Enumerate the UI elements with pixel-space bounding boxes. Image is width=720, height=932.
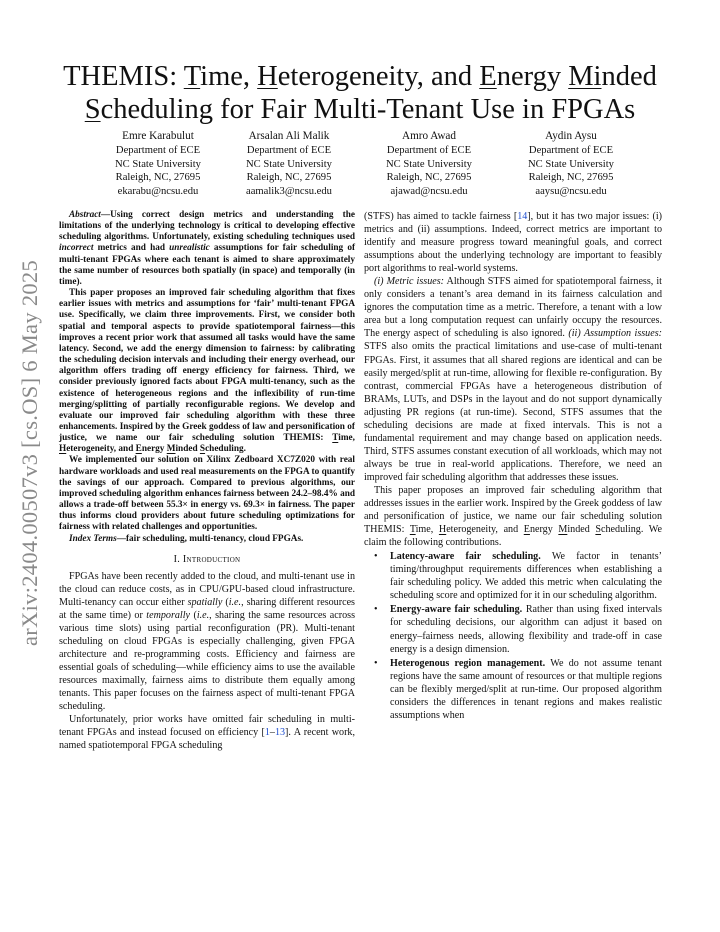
bullet-icon: • [374,604,378,616]
list-item: • Heterogenous region management. We do not assume tenant regions have the same amount of resources or that multiple regions can be flexibly merged/split at run-time. Our proposed algorithm considers the differences in tenant regions and makes realistic assumptions when [374,657,662,721]
author-2 [219,130,359,199]
abstract-paragraph-2: This paper proposes an improved fair scheduling algorithm that fixes earlier issues with metrics and assumptions for ‘fair’ multi-tenant FPGA use. Specifically, we claim three improvements. First, we consider both spatial and temporal aspects to provide spatiotemporal fairness—this improves a recent prior work that assumed all tasks would have the same latency. Second, we add the energy dimension to fairness: by calibrating the scheduling decision intervals and including their energy overhead, our algorithm offers trading off energy efficiency for fairness. Third, we consider previously ignored facts about FPGA multi-tenancy, such as the existence of heterogeneous regions and the inflexibility of run-time merging/splitting of partially reconfigurable regions. We develop and evaluate our improved fair scheduling algorithm with these three enhancements. Inspired by the Greek goddess of law and personification of justice, we name our fair scheduling solution THEMIS: Time, Heterogeneity, and Energy Minded Scheduling. [59,288,355,455]
right-paragraph-3: This paper proposes an improved fair scheduling algorithm that addresses issues in the earlier work. Inspired by the Greek goddess of law and personification of justice, we name our fair scheduling solution THEMIS: Time, Heterogeneity, and Energy Minded Scheduling. We claim the following contributions. [364,484,662,549]
right-paragraph-1: (STFS) has aimed to tackle fairness [14], but it has two major issues: (i) metrics and (ii) assumptions. Indeed, correct metrics are important to identify and measure progress toward meaningful goals, and correct assumptions about the underlying technology are important to feasibly port algorithms to real-world systems. [364,211,662,275]
author-univ: NC State University [386,158,472,170]
author-dept: Department of ECE [386,144,472,156]
author-univ: NC State University [246,158,332,170]
author-addr: Raleigh, NC, 27695 [246,172,332,184]
author-1 [88,130,228,199]
author-dept: Department of ECE [246,144,332,156]
section-heading-introduction: I. Introduction [173,553,241,565]
author-email[interactable]: aaysu@ncsu.edu [535,186,607,198]
author-univ: NC State University [115,158,201,170]
author-block [0,130,720,200]
author-name: Arsalan Ali Malik [248,130,330,142]
author-addr: Raleigh, NC, 27695 [386,172,472,184]
author-name: Emre Karabulut [122,130,194,142]
left-column [59,210,355,752]
arxiv-watermark [10,248,50,658]
author-email[interactable]: ekarabu@ncsu.edu [117,186,199,198]
bullet-icon: • [374,551,378,563]
citation-link[interactable]: 14 [517,211,528,222]
list-item: • Latency-aware fair scheduling. We factor in tenants’ timing/throughput requirements differences when establishing a fair scheduling policy. We added this metric when calculating the scheduling score and optimized for it in our scheduling algorithm. [374,551,663,602]
citation-link[interactable]: 13 [274,727,286,739]
abstract [59,210,355,545]
abstract-paragraph-1: Abstract—Using correct design metrics and understanding the limitations of the underlying technology is critical to developing effective scheduling algorithms. Unfortunately, existing scheduling techniques used incorrect metrics and had unrealistic assumptions for fair scheduling of multi-tenant FPGAs where each tenant is aimed to share approximately the same number of resources both spatially (in space) and temporally (in time). [59,210,356,287]
author-email[interactable]: ajawad@ncsu.edu [390,186,468,198]
title-line-2: Scheduling for Fair Multi-Tenant Use in FPGAs [84,94,636,125]
citation-link[interactable]: 1 [264,727,270,739]
arxiv-watermark-text: arXiv:2404.00507v3 [cs.OS] 6 May 2025 [17,259,43,647]
intro-paragraph-1: FPGAs have been recently added to the cloud, and multi-tenant use in the cloud can reduce costs, as in CPU/GPU-based cloud infrastructure. Multi-tenancy can occur either spatially (i.e., sharing different resources at the same time) or temporally (i.e., sharing the same resources across various time slots) using partial reconfiguration (PR). Multi-tenant scheduling on cloud FPGAs is especially challenging, given FPGA architecture and re-programming costs. Efficiency and fairness are essential goals of scheduling—while efficiency aims to use the available resources maximally, fairness aims to distribute them equally among tenants. This paper focuses on the fairness aspect of multi-tenant FPGA scheduling. [59,570,356,713]
author-dept: Department of ECE [528,144,614,156]
author-4 [501,130,641,199]
right-column [364,210,662,722]
author-name: Amro Awad [402,130,456,142]
author-dept: Department of ECE [115,144,201,156]
author-3 [359,130,499,199]
list-item: • Energy-aware fair scheduling. Rather than using fixed intervals for scheduling decisions, our algorithm can adjust it based on energy–fairness needs, allowing flexibility and trade-off in case energy is a design dimension. [374,604,662,655]
right-paragraph-2: (i) Metric issues: Although STFS aimed for spatiotemporal fairness, it only considers a tenant’s area demand in its fairness calculation and ignores the computation time as a metric. Therefore, a tenant with a low area but a long computation request can unfairly occupy the resources. The energy aspect of scheduling is also ignored. (ii) Assumption issues: STFS also omits the practical limitations and use-case of multi-tenant FPGAs. First, it assumes that all shared regions are identical and can be easily merged/split at run-time, allowing for flexible re-configuration. By contrast, commercial FPGAs have a heterogeneous distribution of BRAMs, LUTs, and DSPs in the layout and do not support dynamically adjusting PR regions (at run-time). Second, STFS assumes that the scheduling decisions are made at fixed intervals. This is not a fundamental requirement and may change based on application needs. Third, STFS assumes constant execution of all workloads, which may not always be true in real-world applications. Therefore, we need an improved fair scheduling algorithm that addresses these issues. [364,276,662,483]
author-name: Aydin Aysu [545,130,597,142]
index-terms: Index Terms—fair scheduling, multi-tenancy, cloud FPGAs. [69,533,304,544]
index-terms-label: Index Terms [69,533,117,544]
contribution-list [364,550,662,722]
bullet-icon: • [374,657,378,669]
author-email[interactable]: aamalik3@ncsu.edu [246,186,332,198]
author-addr: Raleigh, NC, 27695 [528,172,614,184]
author-addr: Raleigh, NC, 27695 [115,172,201,184]
intro-paragraph-2: Unfortunately, prior works have omitted fair scheduling in multi-tenant FPGAs and instead focused on efficiency [1–13]. A recent work, named spatiotemporal FPGA scheduling [59,714,356,752]
paper-title [50,60,670,126]
abstract-label: Abstract [69,210,101,220]
abstract-paragraph-3: We implemented our solution on Xilinx Zedboard XC7Z020 with real hardware workloads and used real measurements on the FPGA to quantify the savings of our approach. Compared to previous algorithms, our improved scheduling algorithm enhances fairness between 24.2–98.4% and allows a trade-off between 55.3× in energy vs. 69.3× in fairness. The paper thus informs cloud providers about future scheduling optimizations for fairness with related challenges and opportunities. [59,455,355,533]
title-line-1: THEMIS: Time, Heterogeneity, and Energy Minded [63,61,657,92]
author-univ: NC State University [528,158,614,170]
